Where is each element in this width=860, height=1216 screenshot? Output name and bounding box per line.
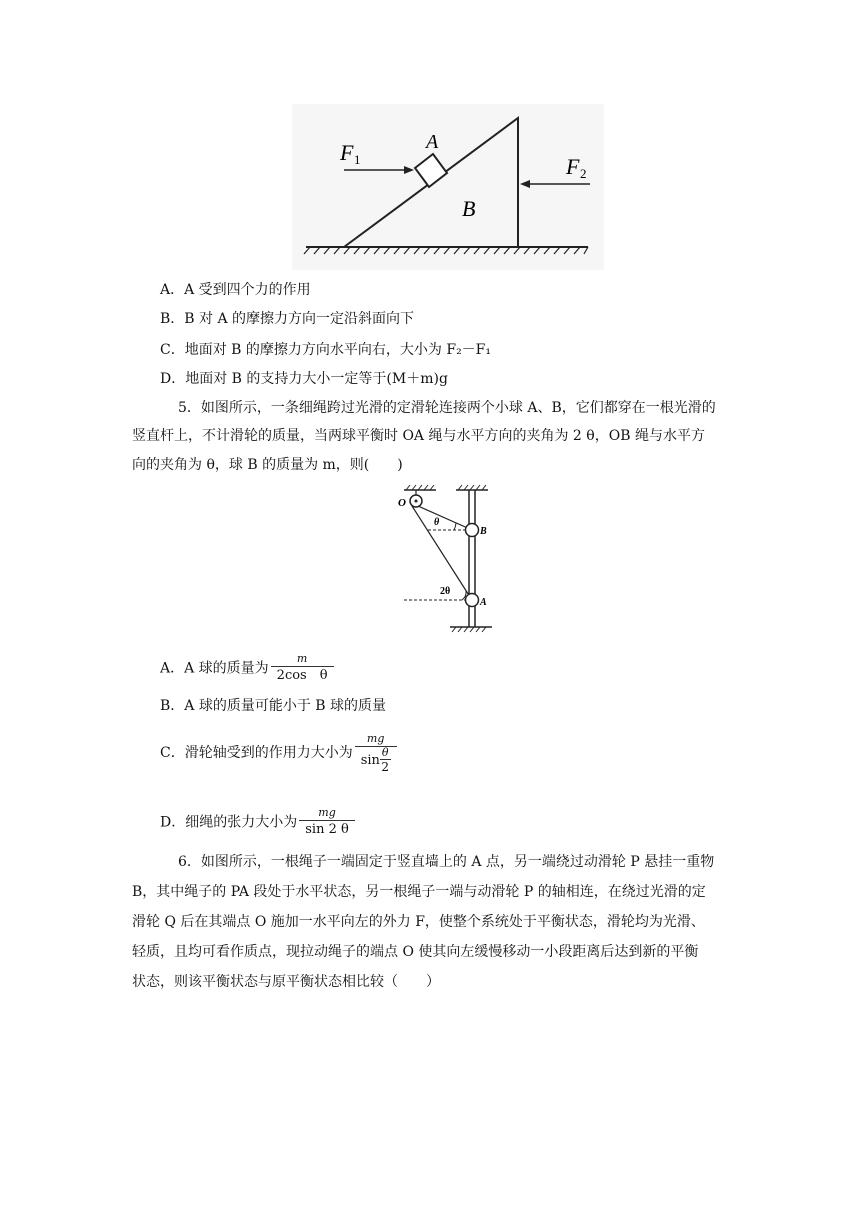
q5-stem-line3: 向的夹角为 θ，球 B 的质量为 m，则( ) [132,457,403,473]
q5-option-a: A．A 球的质量为 $\frac{m}{\text{2cos θ}}$ [160,652,334,685]
label-a: A [426,131,439,153]
pulley-figure [392,484,502,634]
fraction-d: $\frac{mg}{\sin 2 \theta}$ [299,806,355,839]
q5-stem-line1: 5．如图所示，一条细绳跨过光滑的定滑轮连接两个小球 A、B，它们都穿在一根光滑的 [178,400,716,416]
q5-option-b: B．A 球的质量可能小于 B 球的质量 [160,698,387,714]
q6-stem-line2: B，其中绳子的 PA 段处于水平状态，另一根绳子一端与动滑轮 P 的轴相连，在绕过光滑的定 [132,884,706,900]
label-two-theta: 2θ [440,586,451,597]
q5-option-d: D．细绳的张力大小为 $\frac{mg}{\sin 2 \theta}$ [160,806,355,839]
q4-option-a: A．A 受到四个力的作用 [160,282,311,298]
incline-figure [292,104,604,270]
q4-option-d: D．地面对 B 的支持力大小一定等于(M＋m)g [160,371,448,387]
label-f2: F [566,154,580,179]
label-b: B [462,196,476,221]
fraction-c: mg sin $\frac{\theta}{2}$ [355,732,397,774]
q6-stem-line1: 6．如图所示，一根绳子一端固定于竖直墙上的 A 点，另一端绕过动滑轮 P 悬挂一重物 [178,854,715,870]
label-theta: θ [434,517,440,528]
label-f1: F [340,140,354,165]
fraction-a: $\frac{m}{\text{2cos θ}}$ [271,652,334,685]
ball-a [466,594,479,607]
ball-b [466,524,479,537]
rope-ob [418,506,472,530]
q4-option-c: C．地面对 B 的摩擦力方向水平向右，大小为 F₂－F₁ [160,342,492,358]
q6-stem-line5: 状态，则该平衡状态与原平衡状态相比较（ ） [132,974,440,990]
label-f2-sub: 2 [580,166,587,181]
label-o: O [398,497,406,509]
label-f1-sub: 1 [354,152,361,167]
q6-stem-line4: 轻质，且均可看作质点，现拉动绳子的端点 O 使其向左缓慢移动一小段距离后达到新的平衡 [132,944,699,960]
q5-stem-line2: 竖直杆上，不计滑轮的质量，当两球平衡时 OA 绳与水平方向的夹角为 2 θ，OB 绳与水平方 [132,428,705,444]
label-b-ball: B [480,526,487,537]
q5-option-c: C．滑轮轴受到的作用力大小为 mg sin $\frac{\theta}{2}$ [160,732,397,774]
q4-option-b: B．B 对 A 的摩擦力方向一定沿斜面向下 [160,311,415,327]
q6-stem-line3: 滑轮 Q 后在其端点 O 施加一水平向左的外力 F，使整个系统处于平衡状态，滑轮均为光滑、 [132,914,705,930]
label-a-ball: A [480,597,487,608]
